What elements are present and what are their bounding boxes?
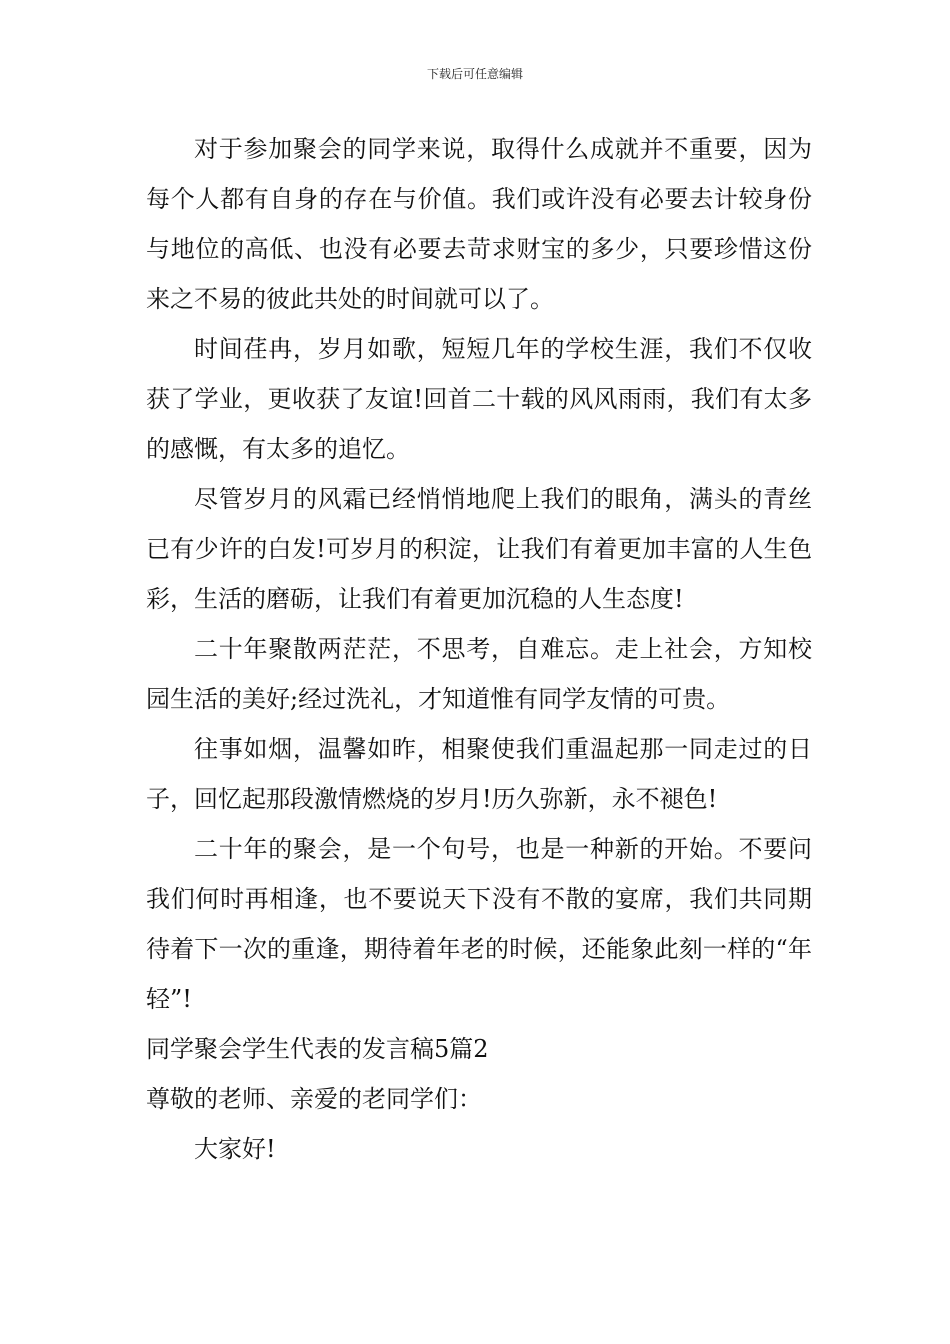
paragraph: 二十年的聚会，是一个句号，也是一种新的开始。不要问我们何时再相逢，也不要说天下没有不散的宴席，我们共同期待着下一次的重逢，期待着年老的时候，还能象此刻一样的“年轻”! [146,835,812,1013]
section-title: 同学聚会学生代表的发言稿5篇2 [146,1035,489,1063]
document-body [146,124,812,1174]
paragraph: 时间荏冉，岁月如歌，短短几年的学校生涯，我们不仅收获了学业，更收获了友谊!回首二十载的风风雨雨，我们有太多的感慨，有太多的追忆。 [146,335,812,463]
salutation: 尊敬的老师、亲爱的老同学们： [146,1085,482,1113]
paragraph: 对于参加聚会的同学来说，取得什么成就并不重要，因为每个人都有自身的存在与价值。我们或许没有必要去计较身份与地位的高低、也没有必要去苛求财宝的多少，只要珍惜这份来之不易的彼此共处的时间就可以了。 [146,135,812,313]
paragraph: 尽管岁月的风霜已经悄悄地爬上我们的眼角，满头的青丝已有少许的白发!可岁月的积淀，让我们有着更加丰富的人生色彩，生活的磨砺，让我们有着更加沉稳的人生态度! [146,485,812,613]
paragraph: 往事如烟，温馨如昨，相聚使我们重温起那一同走过的日子，回忆起那段激情燃烧的岁月!历久弥新，永不褪色! [146,735,812,813]
paragraph: 二十年聚散两茫茫，不思考，自难忘。走上社会，方知校园生活的美好;经过洗礼，才知道惟有同学友情的可贵。 [146,635,812,713]
page-header: 下载后可任意编辑 [426,67,523,81]
greeting: 大家好! [194,1135,276,1163]
